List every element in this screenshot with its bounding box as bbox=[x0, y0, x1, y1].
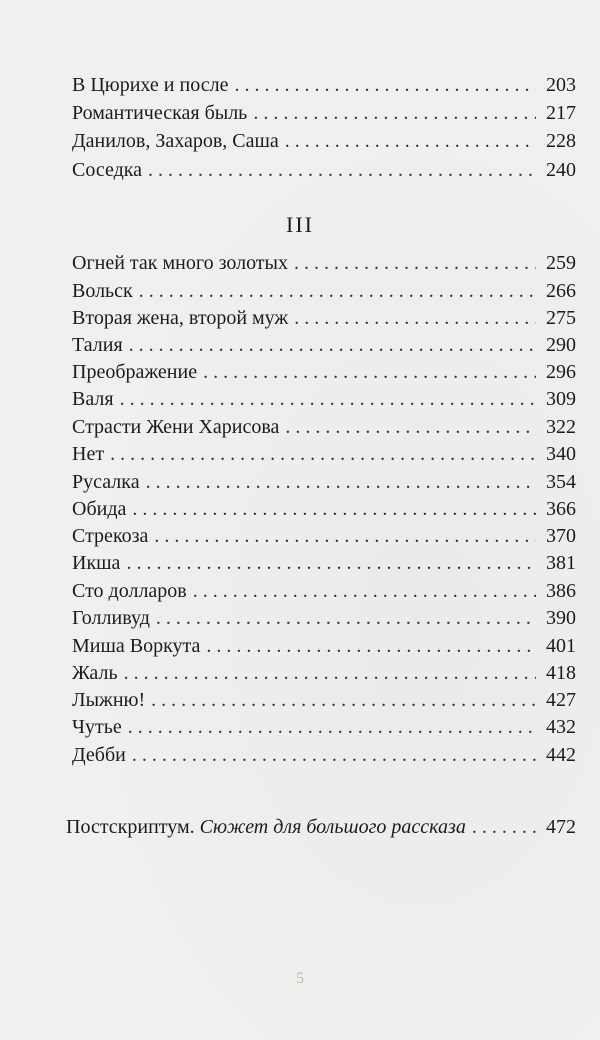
toc-entry bbox=[72, 658, 576, 688]
toc-entry-title: Дебби bbox=[72, 744, 126, 766]
leader-dots bbox=[124, 658, 536, 688]
toc-entry bbox=[72, 70, 576, 100]
leader-dots bbox=[129, 330, 536, 360]
toc-entry bbox=[72, 384, 576, 414]
leader-dots bbox=[193, 576, 536, 606]
postscript-title: Постскриптум. bbox=[66, 816, 195, 838]
leader-dots bbox=[154, 521, 536, 551]
leader-dots bbox=[234, 70, 536, 100]
toc-entry bbox=[72, 330, 576, 360]
toc-entry-title: Романтическая быль bbox=[72, 102, 248, 124]
toc-entry-title: Обида bbox=[72, 498, 127, 520]
toc-entry-title: Преображение bbox=[72, 361, 198, 383]
toc-entry bbox=[72, 685, 576, 715]
toc-entry bbox=[72, 248, 576, 278]
leader-dots bbox=[120, 384, 536, 414]
toc-entry bbox=[72, 631, 576, 661]
toc-entry-page: 381 bbox=[546, 552, 576, 574]
toc-entry-title: Нет bbox=[72, 443, 105, 465]
leader-dots bbox=[472, 812, 536, 842]
toc-entry-title: В Цюрихе и после bbox=[72, 74, 229, 96]
toc-entry-title bbox=[66, 812, 466, 842]
toc-entry-page: 266 bbox=[546, 280, 576, 302]
toc-entry-page: 296 bbox=[546, 361, 576, 383]
toc-entry-title: Соседка bbox=[72, 159, 143, 181]
toc-entry-page: 228 bbox=[546, 130, 576, 152]
toc-entry-title: Данилов, Захаров, Саша bbox=[72, 130, 279, 152]
toc-entry-title: Валя bbox=[72, 388, 114, 410]
leader-dots bbox=[148, 155, 536, 185]
toc-entry bbox=[72, 126, 576, 156]
leader-dots bbox=[146, 467, 536, 497]
toc-entry bbox=[72, 155, 576, 185]
toc-entry-page: 366 bbox=[546, 498, 576, 520]
toc-entry bbox=[72, 603, 576, 633]
leader-dots bbox=[151, 685, 536, 715]
toc-entry bbox=[72, 412, 576, 442]
leader-dots bbox=[128, 712, 536, 742]
toc-entry bbox=[72, 576, 576, 606]
leader-dots bbox=[253, 98, 536, 128]
toc-entry-page: 386 bbox=[546, 580, 576, 602]
leader-dots bbox=[203, 357, 536, 387]
toc-entry-page: 240 bbox=[546, 159, 576, 181]
toc-entry bbox=[72, 548, 576, 578]
leader-dots bbox=[294, 303, 536, 333]
toc-entry-page: 427 bbox=[546, 689, 576, 711]
toc-entry-page: 309 bbox=[546, 388, 576, 410]
leader-dots bbox=[110, 439, 536, 469]
toc-entry-page: 370 bbox=[546, 525, 576, 547]
toc-entry-page: 354 bbox=[546, 471, 576, 493]
leader-dots bbox=[139, 276, 536, 306]
toc-entry-title: Голливуд bbox=[72, 607, 150, 629]
leader-dots bbox=[294, 248, 536, 278]
postscript-subtitle: Сюжет для большого рассказа bbox=[199, 816, 466, 838]
toc-entry-page: 418 bbox=[546, 662, 576, 684]
toc-entry-title: Русалка bbox=[72, 471, 140, 493]
toc-entry-page: 401 bbox=[546, 635, 576, 657]
toc-entry-title: Сто долларов bbox=[72, 580, 187, 602]
toc-entry-title: Вольск bbox=[72, 280, 133, 302]
toc-entry-page: 203 bbox=[546, 74, 576, 96]
toc-entry-page: 432 bbox=[546, 716, 576, 738]
leader-dots bbox=[285, 412, 536, 442]
toc-entry bbox=[72, 276, 576, 306]
toc-entry-title: Жаль bbox=[72, 662, 118, 684]
toc-entry-page: 259 bbox=[546, 252, 576, 274]
section-heading: III bbox=[286, 212, 314, 237]
leader-dots bbox=[132, 740, 536, 770]
leader-dots bbox=[126, 548, 536, 578]
toc-entry-page: 322 bbox=[546, 416, 576, 438]
leader-dots bbox=[206, 631, 536, 661]
toc-entry-title: Талия bbox=[72, 334, 123, 356]
page-number: 5 bbox=[296, 970, 304, 987]
toc-entry bbox=[72, 712, 576, 742]
toc-entry-page: 390 bbox=[546, 607, 576, 629]
toc-entry-page: 290 bbox=[546, 334, 576, 356]
toc-entry-title: Миша Воркута bbox=[72, 635, 201, 657]
toc-entry bbox=[72, 303, 576, 333]
toc-entry bbox=[72, 521, 576, 551]
leader-dots bbox=[132, 494, 536, 524]
toc-entry-title: Лыжню! bbox=[72, 689, 146, 711]
toc-entry bbox=[72, 439, 576, 469]
toc-entry-page: 340 bbox=[546, 443, 576, 465]
toc-entry bbox=[72, 98, 576, 128]
toc-entry-postscript bbox=[66, 812, 576, 842]
toc-entry-page: 472 bbox=[546, 816, 576, 838]
toc-entry-title: Икша bbox=[72, 552, 121, 574]
toc-entry-title: Страсти Жени Харисова bbox=[72, 416, 280, 438]
leader-dots bbox=[285, 126, 536, 156]
toc-entry bbox=[72, 494, 576, 524]
toc-entry-title: Вторая жена, второй муж bbox=[72, 307, 289, 329]
toc-entry-page: 217 bbox=[546, 102, 576, 124]
toc-entry bbox=[72, 740, 576, 770]
toc-entry-title: Стрекоза bbox=[72, 525, 149, 547]
leader-dots bbox=[156, 603, 536, 633]
toc-entry-page: 275 bbox=[546, 307, 576, 329]
toc-entry bbox=[72, 467, 576, 497]
toc-entry-title: Огней так много золотых bbox=[72, 252, 288, 274]
toc-entry-page: 442 bbox=[546, 744, 576, 766]
toc-entry-title: Чутье bbox=[72, 716, 122, 738]
toc-entry bbox=[72, 357, 576, 387]
